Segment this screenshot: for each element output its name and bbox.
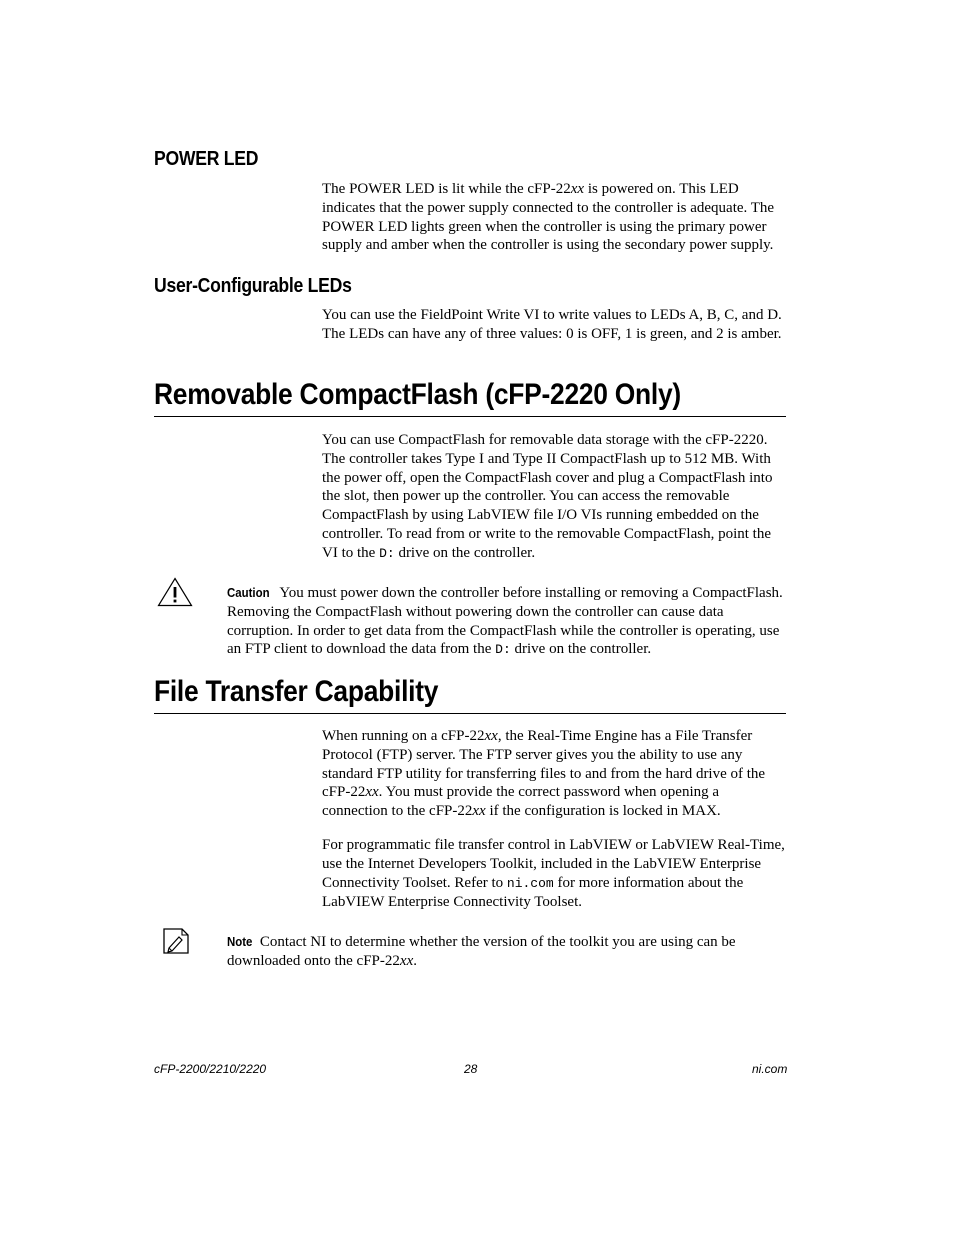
italic-run: xx	[472, 803, 486, 820]
power-led-paragraph	[322, 180, 788, 255]
section-rule	[154, 713, 786, 714]
text-run: You must power down the controller before installing or removing a CompactFlash. Removing the CompactFlash without powering down the controller can cause data corruption. In order to get data from the CompactFlash while the controller is operating, use an FTP client to download the data from the	[227, 585, 783, 658]
text-run: When running on a cFP-22	[322, 728, 485, 744]
text-run: drive on the controller.	[394, 544, 536, 561]
file-transfer-paragraph-1	[322, 727, 788, 821]
text-run: You can use CompactFlash for removable data storage with the cFP-2220. The controller takes Type I and Type II CompactFlash up to 512 MB. With the power off, open the CompactFlash cover and plug a CompactFlash into the slot, then power up the controller. You can access the removable CompactFlash by using LabVIEW file I/O VIs running embedded on the controller. To read from or write to the removable CompactFlash, point the VI to the	[322, 432, 773, 561]
user-leds-paragraph: You can use the FieldPoint Write VI to write values to LEDs A, B, C, and D. The LEDs can have any of three values: 0 is OFF, 1 is green, and 2 is amber.	[322, 307, 782, 342]
code-run: D:	[379, 545, 395, 561]
code-run: ni.com	[506, 875, 554, 891]
caution-icon	[157, 577, 193, 607]
file-transfer-paragraph-2	[322, 836, 788, 912]
italic-run: xx	[365, 784, 379, 801]
footer-website-link[interactable]: ni.com	[752, 1062, 788, 1076]
text-run: For programmatic file transfer control in LabVIEW or LabVIEW Real-Time, use the Internet Developers Toolkit, included in the LabVIEW Enterprise Connectivity Toolset. Refer to	[322, 837, 785, 891]
text-run: drive on the controller.	[510, 641, 652, 658]
text-run: if the configuration is locked in MAX.	[485, 803, 721, 820]
code-run: D:	[495, 642, 511, 658]
text-run: The POWER LED is lit while the cFP-22	[322, 181, 571, 197]
italic-run: xx	[570, 181, 585, 197]
compactflash-paragraph	[322, 431, 788, 564]
note-icon	[160, 926, 192, 956]
user-leds-heading: User-Configurable LEDs	[154, 275, 352, 297]
text-run: Contact NI to determine whether the version of the toolkit you are using can be downloaded onto the cFP-22	[227, 934, 736, 969]
power-led-heading: POWER LED	[154, 148, 259, 170]
text-run: .	[413, 952, 417, 969]
file-transfer-heading: File Transfer Capability	[154, 675, 439, 708]
text-run: , the Real-Time Engine has a File Transfer Protocol (FTP) server. The FTP server gives you the ability to use any standard FTP utility for transferring files to and from the hard drive of the cFP-22	[322, 728, 766, 801]
footer-page-number: 28	[464, 1062, 478, 1076]
note-paragraph	[227, 933, 787, 971]
text-run: . You must provide the correct password when opening a connection to the cFP-22	[322, 784, 720, 820]
section-rule	[154, 416, 786, 417]
italic-run: xx	[484, 728, 498, 744]
italic-run: xx	[399, 952, 414, 969]
note-label: Note	[227, 934, 253, 949]
caution-label: Caution	[227, 585, 270, 600]
text-run: is powered on. This LED indicates that the power supply connected to the controller is adequate. The POWER LED lights green when the controller is using the primary power supply and amber when the controller is using the secondary power supply.	[322, 181, 775, 254]
caution-paragraph	[227, 584, 787, 660]
text-run: for more information about the LabVIEW Enterprise Connectivity Toolset.	[322, 874, 744, 911]
compactflash-heading: Removable CompactFlash (cFP-2220 Only)	[154, 378, 681, 411]
footer-document-title: cFP-2200/2210/2220	[154, 1062, 267, 1076]
